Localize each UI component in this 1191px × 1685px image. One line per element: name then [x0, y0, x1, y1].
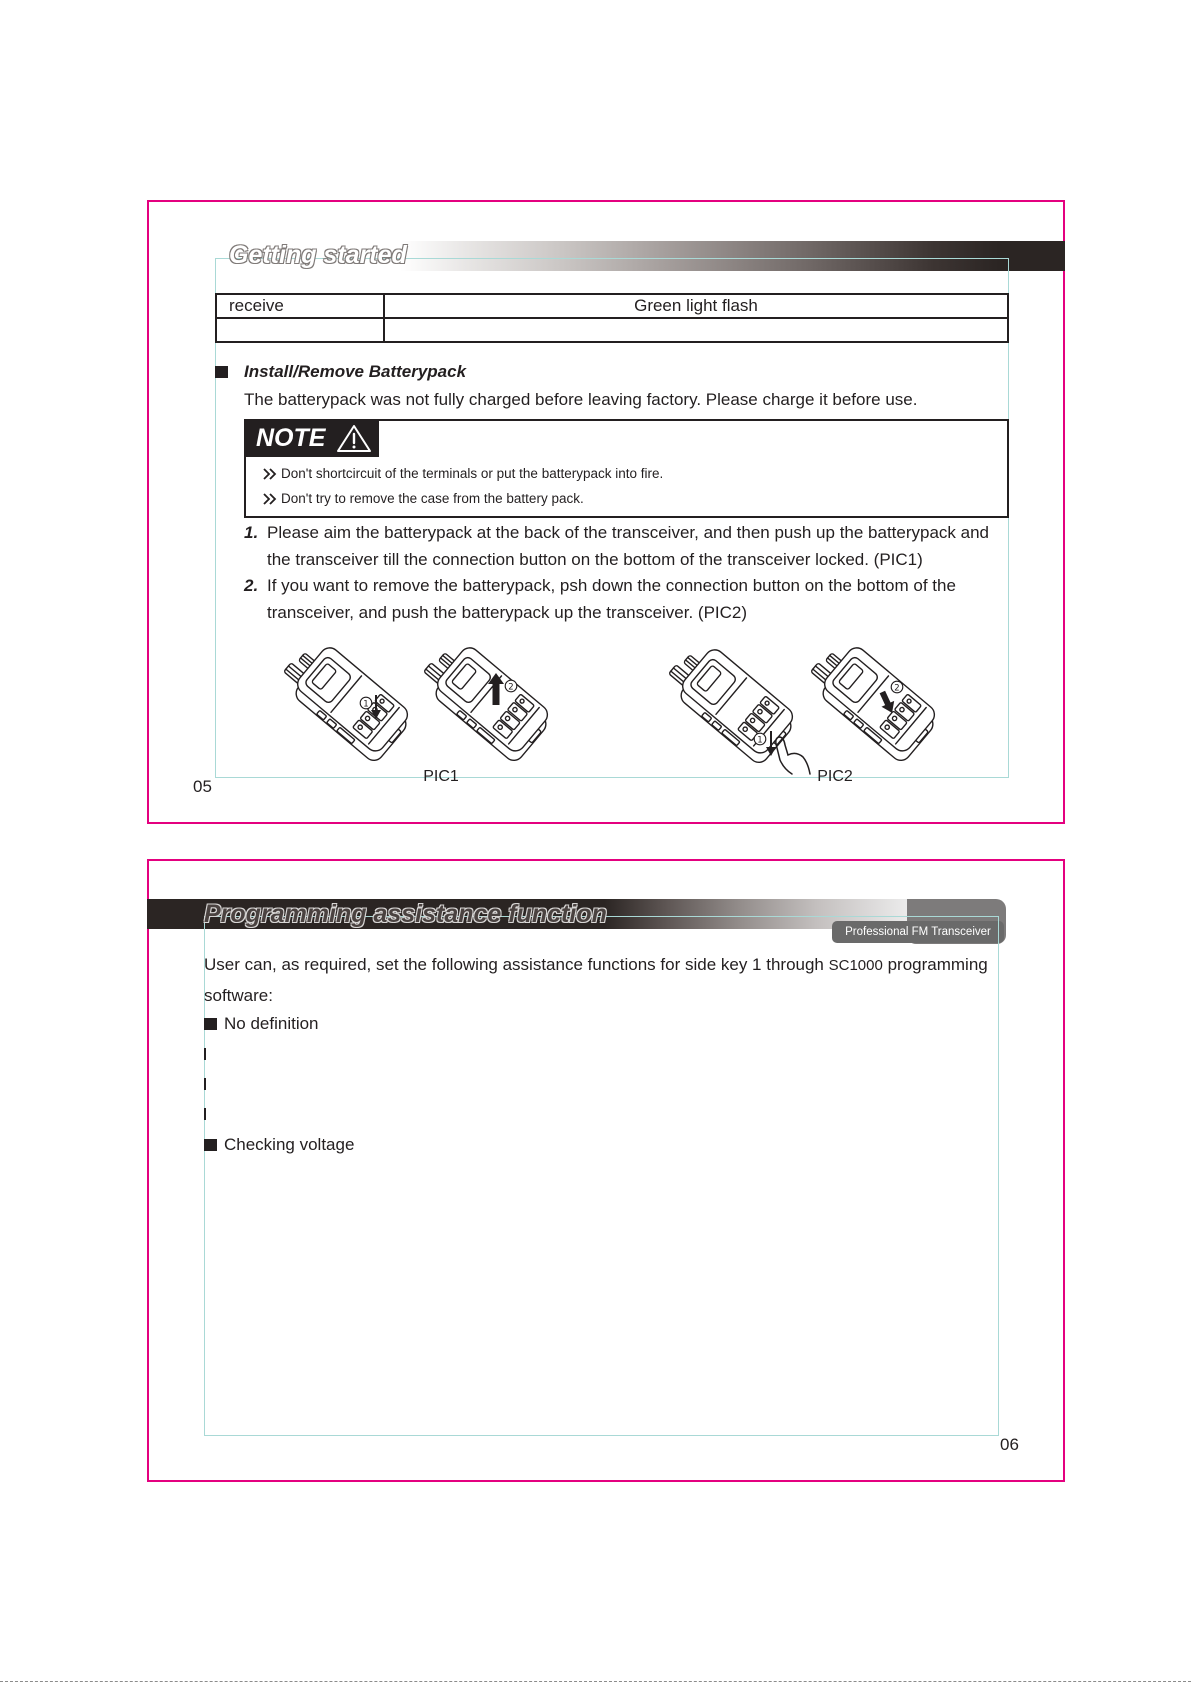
battery-install-figures [260, 628, 970, 776]
table-cell-indicator [384, 318, 1008, 342]
radio-illustration [803, 633, 942, 764]
bullet-fragment [204, 1078, 206, 1090]
figure-label: PIC1 [423, 768, 459, 785]
table-row [216, 294, 1008, 318]
step-marker-number: 2 [894, 683, 900, 694]
list-item: No definition [224, 1014, 319, 1033]
intro-text: programming software: [204, 955, 988, 1005]
note-text: Don't try to remove the case from the battery pack. [281, 491, 584, 506]
square-bullet-icon [215, 366, 228, 378]
double-chevron-icon [263, 493, 277, 505]
step-item [244, 520, 1009, 573]
square-bullet-icon [204, 1139, 217, 1151]
step-marker [754, 733, 766, 745]
step-text: If you want to remove the batterypack, psh down the connection button on the bottom of the transceiver, and push the batterypack up the transceiver. (PIC2) [267, 576, 956, 622]
radio-illustration [661, 635, 800, 766]
step-text: Please aim the batterypack at the back of the transceiver, and then push up the batterypack and the transceiver till the connection button on the bottom of the transceiver locked. (PIC1) [267, 523, 990, 569]
step-marker-number: 2 [508, 682, 514, 693]
install-intro: The batterypack was not fully charged before leaving factory. Please charge it before use. [244, 390, 918, 409]
step-marker [505, 680, 517, 692]
radio-illustration [416, 633, 555, 764]
section-title: Programming assistance function [204, 900, 607, 928]
warning-triangle-icon [336, 423, 372, 453]
model-name: SC1000 [828, 957, 883, 974]
bullet-fragment [204, 1108, 206, 1120]
page-number: 05 [193, 777, 212, 796]
bullet-fragment [204, 1048, 206, 1060]
table-cell-state [216, 318, 384, 342]
figure-label: PIC2 [817, 768, 853, 785]
table-row [216, 318, 1008, 342]
list-item: Checking voltage [224, 1135, 355, 1154]
cut-line [0, 1681, 1191, 1682]
note-title: NOTE [256, 424, 326, 452]
step-number: 2. [244, 576, 259, 595]
note-text: Don't shortcircuit of the terminals or put the batterypack into fire. [281, 466, 664, 481]
intro-text: User can, as required, set the following assistance functions for side key 1 through [204, 955, 824, 974]
step-number: 1. [244, 523, 259, 542]
double-chevron-icon [263, 468, 277, 480]
product-badge: Professional FM Transceiver [832, 921, 1004, 943]
install-heading: Install/Remove Batterypack [244, 362, 467, 381]
step-marker [360, 697, 372, 709]
note-item [263, 464, 663, 484]
table-cell-state: receive [216, 294, 384, 318]
step-item [244, 573, 1009, 626]
square-bullet-icon [204, 1018, 217, 1030]
indicator-table [215, 293, 1009, 343]
radio-illustration [276, 633, 415, 764]
note-label [244, 419, 379, 457]
section-title: Getting started [229, 241, 407, 269]
table-cell-indicator: Green light flash [384, 294, 1008, 318]
step-marker [891, 681, 903, 693]
page-number: 06 [1000, 1435, 1019, 1454]
note-item [263, 489, 584, 509]
step-marker-number: 1 [757, 735, 763, 746]
step-marker-number: 1 [363, 699, 369, 710]
intro-paragraph [204, 950, 1004, 1011]
